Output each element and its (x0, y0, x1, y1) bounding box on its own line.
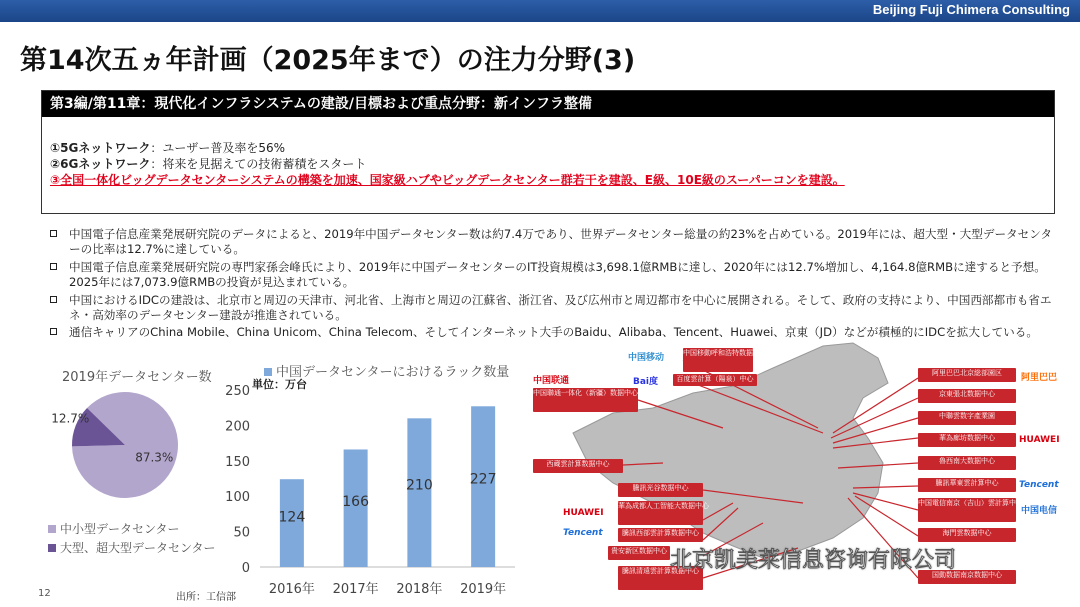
alibaba-logo: 阿里巴巴 (1021, 373, 1058, 383)
watermark: 北京凯美莱信息咨询有限公司 (670, 548, 957, 573)
china-mobile-logo: 中国移动 (628, 353, 665, 363)
pie-chart (51, 385, 210, 515)
y-tick-label: 0 (241, 561, 250, 576)
y-tick-label: 100 (225, 490, 250, 506)
bullet-text: 中国におけるIDCの建設は、北京市と周辺の天津市、河北省、上海市と周辺の江蘇省、浙江省、及び広州市と周辺都市を中心に展開される。そして、政府の支持により、中国西部都市も省エネ・高効率のデータセンター建設が推進されている。 (69, 293, 1052, 322)
baidu-logo: Bai度 (633, 377, 659, 387)
tencent-logo: Tencent (563, 528, 603, 538)
y-tick-label: 50 (233, 525, 250, 541)
info-item-6g (50, 155, 366, 172)
brand-name: Beijing Fuji Chimera Consulting (872, 2, 1070, 17)
x-tick-label: 2018年 (396, 582, 443, 597)
bar-value-label: 166 (342, 493, 369, 510)
map-callout: 貴安新区数据中心 (608, 546, 670, 560)
map-callout: 西蔵雲計算数据中心 (533, 459, 623, 473)
map-callout: 騰訊清遠雲計算数据中心 (618, 566, 703, 590)
legend-label: 大型、超大型データセンター (60, 541, 216, 555)
source-note: 出所：工信部 (176, 592, 236, 603)
legend-swatch (48, 525, 56, 533)
pie-label-large: 12.7% (51, 411, 90, 426)
pie-legend-small-medium (48, 520, 180, 537)
map-callout: 京東張北数据中心 (918, 389, 1016, 403)
map-callout: 中国聯通一体化（新疆）数据中心 (533, 388, 638, 412)
china-telecom-logo: 中国电信 (1021, 506, 1058, 516)
pie-title: 2019年データセンター数 (62, 370, 212, 385)
x-tick-label: 2016年 (268, 582, 315, 597)
info-box (41, 90, 1055, 214)
map-callout: 中国移動呼和浩特数据中心 (683, 348, 753, 372)
map-callout: 百度雲計算（陽泉）中心 (673, 374, 757, 386)
page-number: 12 (38, 588, 51, 599)
bullet-item (52, 293, 1057, 323)
map-callout: 騰訊西部雲計算数据中心 (618, 528, 703, 542)
info-item-label: ①5Gネットワーク (50, 141, 151, 155)
map-callout: 阿里巴巴北京総部園区 (918, 368, 1016, 382)
square-bullet-icon (50, 263, 57, 270)
page-title: 第14次五ヵ年計画（2025年まで）の注力分野(3) (20, 45, 636, 76)
bar-value-label: 124 (278, 509, 306, 526)
legend-swatch (264, 368, 272, 376)
bullet-text: 中国電子信息産業発展研究院のデータによると、2019年中国データセンター数は約7.4万であり、世界データセンター総量の約23%を占めている。2019年には、超大型・大型データセンターの比率は12.7%に達している。 (69, 227, 1052, 256)
legend-label: 中小型データセンター (60, 522, 180, 536)
china-unicom-logo: 中国联通 (533, 376, 570, 386)
pie-label-small-medium: 87.3% (135, 450, 174, 465)
tencent-logo-right: Tencent (1019, 480, 1059, 490)
map-callout: 騰訊光谷数据中心 (618, 483, 703, 497)
bar-chart (220, 380, 530, 600)
map-callout: 騰訊華東雲計算中心 (918, 478, 1016, 492)
square-bullet-icon (50, 328, 57, 335)
bullet-item (52, 227, 1057, 257)
bullet-text: 中国電子信息産業発展研究院の専門家孫会峰氏により、2019年に中国データセンターのIT投資規模は3,698.1億RMBに達し、2020年には12.7%増加し、4,164.8億RMBに達すると予想。2025年には7,073.9億RMBの投資が見込まれている。 (69, 260, 1046, 289)
legend-label: 中国データセンターにおけるラック数量 (276, 365, 510, 380)
info-item-5g (50, 139, 285, 156)
bar-value-label: 210 (406, 477, 433, 494)
bar-value-label: 227 (469, 471, 497, 488)
bullet-item (52, 260, 1057, 290)
map-callout: 中国電信南京（吉山）雲計算中心 (918, 498, 1016, 522)
bullet-text: 通信キャリアのChina Mobile、China Unicom、China Telecom、そしてインターネット大手のBaidu、Alibaba、Tencent、Huawei、京東（JD）などが積極的にIDCを拡大している。 (69, 325, 1038, 339)
x-tick-label: 2019年 (460, 582, 507, 597)
y-tick-label: 250 (225, 384, 250, 399)
huawei-logo: HUAWEI (563, 508, 604, 518)
info-item-bigdata: ③全国一体化ビッグデータセンターシステムの構築を加速、国家級ハブやビッグデータセンター群若干を建設、E級、10E級のスーパーコンを建設。 (50, 173, 845, 187)
x-tick-label: 2017年 (332, 582, 379, 597)
info-item-text: ：将来を見据えての技術蓄積をスタート (150, 157, 367, 171)
legend-swatch (48, 544, 56, 552)
map-callout: 華為廊坊数据中心 (918, 433, 1016, 447)
info-item-label: ②6Gネットワーク (50, 157, 151, 171)
y-tick-label: 150 (225, 454, 250, 470)
map-callout: 中聯雲数字產業園 (918, 411, 1016, 425)
map-callout: 華為成都人工智能大数据中心 (618, 501, 703, 525)
map-callout: 国動数据南京数据中心 (918, 570, 1016, 584)
info-box-heading: 第3編/第11章：現代化インフラシステムの建設/目標および重点分野：新インフラ整備 (42, 91, 1054, 117)
map-callout: 海門雲数据中心 (918, 528, 1016, 542)
square-bullet-icon (50, 296, 57, 303)
info-item-text: ：ユーザー普及率を56% (150, 141, 286, 155)
y-tick-label: 200 (225, 419, 250, 435)
bar-unit: 単位：万台 (252, 378, 307, 391)
huawei-logo-right: HUAWEI (1019, 435, 1060, 445)
square-bullet-icon (50, 230, 57, 237)
map-callout: 魯西南大数据中心 (918, 456, 1016, 470)
pie-legend-large (48, 539, 216, 556)
